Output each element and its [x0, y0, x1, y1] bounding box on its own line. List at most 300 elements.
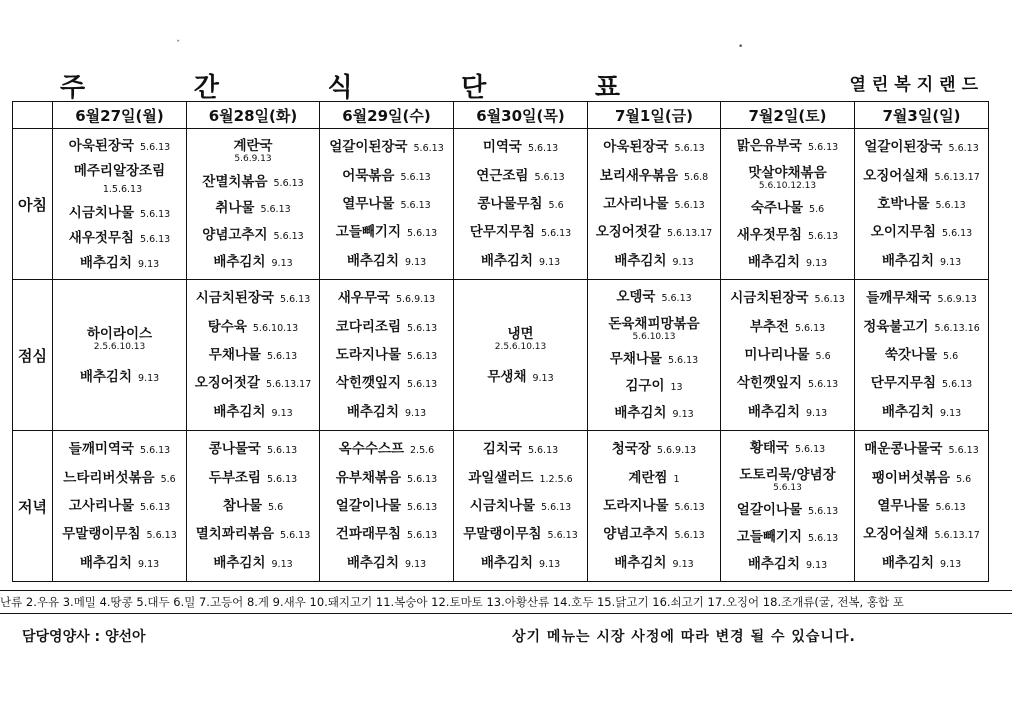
allergen-codes: 5.6: [943, 350, 959, 362]
menu-item: [592, 288, 716, 306]
menu-item: [57, 254, 182, 272]
allergen-codes: 9.13: [806, 257, 828, 269]
menu-item: [725, 466, 850, 493]
dish-name: 열무나물: [342, 195, 395, 212]
dish-name: 무채나물: [208, 346, 261, 363]
menu-cell: [855, 431, 989, 582]
allergen-codes: 5.6.13: [667, 355, 699, 367]
allergen-codes: 5.6.13: [808, 142, 839, 154]
menu-item: [458, 252, 583, 270]
allergen-codes: 5.6.13: [541, 501, 572, 513]
dish-name: 계란찜: [628, 469, 668, 486]
menu-cell: [721, 280, 855, 431]
dish-name: 배추김치: [747, 403, 800, 420]
allergen-codes: 2.5.6.10.13: [494, 341, 547, 352]
allergen-codes: 9.13: [672, 256, 694, 268]
dish-name: 배추김치: [747, 253, 800, 270]
allergen-codes: 1.2.5.6: [539, 473, 573, 485]
menu-cell: [588, 280, 721, 431]
dish-name: 무채나물: [609, 351, 662, 368]
menu-item: [725, 439, 850, 457]
dish-name: 오징어실채: [863, 526, 929, 543]
dish-name: 얼갈이나물: [736, 502, 802, 519]
dish-name: 삭힌깻잎지: [736, 375, 802, 392]
allergy-legend: 난류 2.우유 3.메밀 4.땅콩 5.대두 6.밀 7.고등어 8.게 9.새우 10.돼지고기 11.복숭아 12.토마토 13.아황산류 14.호두 15.닭고기 16.쇠고기 17.오징어 18.조개류(굴, 전복, 홍합 포: [0, 590, 1012, 614]
menu-item: [859, 469, 984, 487]
menu-item: [191, 137, 315, 164]
dish-name: 배추김치: [480, 252, 533, 269]
menu-item: [57, 440, 182, 458]
menu-item: [859, 497, 984, 515]
allergen-codes: 5.6.13: [674, 199, 705, 211]
dish-name: 단무지무침: [469, 224, 535, 241]
change-notice: 상기 메뉴는 시장 사정에 따라 변경 될 수 있습니다.: [512, 629, 856, 645]
dish-name: 연근조림: [476, 167, 529, 184]
menu-cell: [454, 129, 588, 280]
allergen-codes: 9.13: [532, 372, 554, 384]
allergen-codes: 5.6.13: [773, 482, 802, 493]
dish-name: 고들빼기지: [335, 224, 401, 241]
dish-name: 배추김치: [614, 404, 667, 421]
menu-item: [191, 469, 315, 487]
allergen-codes: 5.6.13: [948, 143, 979, 155]
menu-item: [458, 469, 583, 487]
dish-name: 취나물: [215, 200, 255, 217]
dish-name: 배추김치: [79, 368, 132, 385]
menu-item: [191, 253, 315, 271]
menu-item: [592, 350, 716, 368]
dish-name: 쑥갓나물: [884, 346, 938, 363]
allergen-codes: 5.6.13: [280, 294, 311, 306]
dish-name: 메주리알장조림: [73, 162, 166, 179]
menu-item: [191, 173, 315, 191]
menu-item: [725, 318, 850, 336]
dish-name: 멸치꽈리볶음: [195, 526, 275, 543]
dish-name: 맛살야채볶음: [748, 164, 827, 181]
menu-item: [592, 315, 716, 342]
menu-item: [592, 252, 716, 270]
menu-item: [458, 497, 583, 515]
menu-item: [592, 195, 716, 213]
menu-cell: [588, 431, 721, 582]
facility-name: 열린복지랜드: [849, 75, 984, 95]
allergen-codes: 5.6: [809, 204, 825, 216]
dish-name: 유부채볶음: [335, 469, 401, 486]
menu-item: [859, 195, 984, 213]
dish-name: 시금치나물: [469, 497, 535, 514]
dish-name: 잔멸치볶음: [202, 173, 268, 190]
menu-cell: [320, 431, 454, 582]
allergen-codes: 5.6.10.13: [632, 331, 676, 342]
dish-name: 배추김치: [346, 252, 399, 269]
allergen-codes: 5.6.13: [808, 231, 839, 243]
allergen-codes: 9.13: [539, 256, 561, 268]
menu-item: [725, 374, 850, 392]
allergen-codes: 5.6.13: [407, 530, 438, 542]
menu-item: [191, 199, 315, 217]
day-header: 6월28일(화): [187, 102, 320, 129]
allergen-codes: 9.13: [806, 407, 828, 419]
dish-name: 양념고추지: [603, 526, 669, 543]
allergen-codes: 5.6.13: [541, 228, 572, 240]
allergen-codes: 5.6.13: [534, 171, 565, 183]
dish-name: 하이라이스: [86, 325, 153, 342]
menu-item: [324, 289, 449, 307]
allergen-codes: 5.6.13: [140, 141, 171, 153]
dish-name: 냉면: [507, 325, 534, 342]
allergen-codes: 5.6.13: [413, 143, 444, 155]
menu-item: [592, 167, 716, 185]
menu-cell: [187, 129, 320, 280]
allergen-codes: 5.6.13.17: [934, 530, 980, 542]
allergen-codes: 5.6.13: [266, 473, 298, 485]
menu-cell: [855, 280, 989, 431]
menu-cell: [855, 129, 989, 280]
dish-name: 들깨무채국: [866, 290, 932, 307]
dish-name: 옥수수스프: [338, 441, 405, 458]
dish-name: 배추김치: [614, 252, 667, 269]
dish-name: 과일샐러드: [468, 469, 534, 486]
menu-item: [859, 374, 984, 392]
menu-item: [191, 440, 315, 458]
dish-name: 아욱된장국: [603, 139, 669, 156]
allergen-codes: 9.13: [405, 256, 427, 268]
dish-name: 호박나물: [877, 195, 930, 212]
dish-name: 느타리버섯볶음: [63, 469, 155, 486]
dish-name: 청국장: [611, 441, 651, 458]
menu-cell: [588, 129, 721, 280]
menu-item: [859, 525, 984, 543]
allergen-codes: 5.6.13: [407, 379, 438, 391]
menu-item: [191, 346, 315, 364]
menu-cell: [320, 129, 454, 280]
allergen-codes: 5.6.13: [808, 506, 839, 518]
allergen-codes: 5.6.13: [547, 530, 578, 542]
allergen-codes: 5.6.13: [260, 204, 291, 216]
menu-item: [324, 469, 449, 487]
menu-item: [324, 346, 449, 364]
menu-item: [324, 440, 449, 458]
dish-name: 오징어실채: [863, 167, 929, 184]
allergen-codes: 9.13: [940, 256, 962, 268]
title-char: 단: [461, 72, 487, 103]
allergen-codes: 5.6: [815, 350, 831, 362]
menu-item: [191, 497, 315, 515]
dish-name: 배추김치: [480, 554, 533, 571]
menu-item: [725, 226, 850, 244]
menu-item: [458, 325, 583, 352]
allergen-codes: 5.6.13: [407, 228, 438, 240]
menu-item: [725, 137, 850, 155]
menu-item: [592, 404, 716, 422]
allergen-codes: 9.13: [539, 558, 561, 570]
dish-name: 들깨미역국: [68, 441, 134, 458]
dietitian-name: 담당영양사 : 양선아: [22, 629, 146, 645]
menu-cell: [721, 129, 855, 280]
menu-item: [458, 167, 583, 185]
dish-name: 건파래무침: [335, 526, 401, 543]
dish-name: 무생채: [487, 368, 527, 385]
menu-item: [859, 252, 984, 270]
menu-item: [725, 346, 850, 364]
allergen-codes: 5.6.13: [400, 199, 431, 211]
allergen-codes: 5.6.9.13: [937, 294, 977, 306]
dish-name: 아욱된장국: [68, 137, 134, 154]
day-header: 6월29일(수): [320, 102, 454, 129]
menu-item: [725, 555, 850, 573]
allergen-codes: 5.6.13: [935, 501, 966, 513]
menu-item: [57, 204, 182, 222]
menu-item: [859, 403, 984, 421]
menu-cell: [53, 129, 187, 280]
allergen-codes: 5.6.13: [794, 444, 826, 456]
menu-item: [458, 525, 583, 543]
menu-item: [859, 440, 984, 458]
dish-name: 배추김치: [213, 253, 266, 270]
meal-slot-label: 점심: [13, 280, 53, 431]
allergen-codes: 5.6.9.13: [395, 294, 436, 306]
menu-item: [191, 318, 315, 336]
menu-item: [859, 346, 984, 364]
dish-name: 팽이버섯볶음: [871, 469, 951, 486]
menu-item: [458, 368, 583, 386]
menu-item: [725, 501, 850, 519]
allergen-codes: 5.6.13: [140, 233, 171, 245]
dish-name: 얼갈이된장국: [864, 139, 943, 156]
allergen-codes: 5.6: [956, 473, 972, 485]
menu-item: [324, 252, 449, 270]
menu-cell: [187, 431, 320, 582]
allergen-codes: 1: [673, 473, 680, 485]
menu-item: [859, 318, 984, 336]
menu-item: [324, 318, 449, 336]
allergen-codes: 5.6.13: [942, 228, 973, 240]
menu-item: [859, 289, 984, 307]
dish-name: 미나리나물: [744, 346, 810, 363]
allergen-codes: 9.13: [405, 558, 427, 570]
menu-item: [458, 223, 583, 241]
menu-item: [592, 440, 716, 458]
dish-name: 숙주나물: [750, 200, 804, 217]
page-title: [60, 68, 620, 102]
menu-item: [57, 554, 182, 572]
dish-name: 콩나물무침: [477, 195, 543, 212]
allergen-codes: 5.6.13: [674, 143, 705, 155]
allergen-codes: 5.6.8: [684, 171, 709, 183]
allergen-codes: 5.6.13: [935, 199, 966, 211]
allergen-codes: 5.6.13: [273, 231, 304, 243]
menu-item: [859, 167, 984, 185]
dish-name: 새우젓무침: [68, 229, 134, 246]
meal-row: [13, 431, 989, 582]
menu-item: [191, 554, 315, 572]
dish-name: 얼갈이나물: [335, 497, 401, 514]
dish-name: 시금치된장국: [195, 290, 275, 307]
menu-item: [592, 377, 716, 395]
dish-name: 무말랭이무침: [62, 526, 141, 543]
menu-item: [324, 554, 449, 572]
allergen-codes: 9.13: [138, 372, 160, 384]
meal-row: [13, 129, 989, 280]
dish-name: 고들빼기지: [736, 529, 802, 546]
day-header: 7월3일(일): [855, 102, 989, 129]
menu-item: [191, 403, 315, 421]
dish-name: 김치국: [482, 441, 522, 458]
menu-item: [324, 525, 449, 543]
menu-item: [191, 226, 315, 244]
menu-item: [592, 138, 716, 156]
menu-item: [859, 554, 984, 572]
title-char: 간: [193, 72, 219, 103]
allergen-codes: 5.6.13: [400, 171, 431, 183]
dish-name: 배추김치: [213, 403, 266, 420]
menu-item: [57, 137, 182, 155]
menu-item: [458, 440, 583, 458]
allergen-codes: 9.13: [940, 407, 962, 419]
day-header: 6월30일(목): [454, 102, 588, 129]
menu-item: [592, 469, 716, 487]
allergen-codes: 1.5.6.13: [102, 183, 143, 195]
menu-item: [324, 195, 449, 213]
dish-name: 배추김치: [747, 555, 800, 572]
allergen-codes: 5.6.13.16: [934, 322, 980, 334]
meal-row: [13, 280, 989, 431]
day-header: 7월2일(토): [721, 102, 855, 129]
dish-name: 미역국: [482, 139, 522, 156]
dish-name: 열무나물: [877, 497, 930, 514]
allergen-codes: 9.13: [672, 408, 694, 420]
dish-name: 시금치된장국: [730, 290, 809, 307]
dish-name: 양념고추지: [202, 227, 268, 244]
allergen-codes: 5.6.13: [674, 501, 705, 513]
menu-cell: [454, 280, 588, 431]
allergen-codes: 5.6.13: [407, 473, 438, 485]
dish-name: 코다리조림: [335, 318, 401, 335]
menu-item: [592, 525, 716, 543]
dish-name: 고사리나물: [603, 195, 669, 212]
allergen-codes: 5.6.13: [527, 445, 559, 457]
meal-slot-label: 저녁: [13, 431, 53, 582]
dish-name: 무말랭이무침: [463, 526, 542, 543]
dish-name: 부추전: [749, 318, 789, 335]
dish-name: 배추김치: [346, 403, 399, 420]
menu-item: [324, 403, 449, 421]
dish-name: 탕수육: [207, 318, 247, 335]
menu-item: [725, 164, 850, 191]
dish-name: 김구이: [625, 378, 665, 395]
menu-cell: [53, 280, 187, 431]
allergen-codes: 5.6.13: [814, 294, 845, 306]
menu-item: [725, 253, 850, 271]
dish-name: 배추김치: [346, 554, 399, 571]
dish-name: 오징어젓갈: [595, 224, 661, 241]
allergen-codes: 5.6.13: [140, 445, 171, 457]
menu-item: [57, 469, 182, 487]
dish-name: 도라지나물: [603, 497, 669, 514]
allergen-codes: 5.6.13: [146, 530, 177, 542]
allergen-codes: 5.6.9.13: [234, 154, 272, 165]
allergen-codes: 5.6.13: [140, 208, 171, 220]
menu-item: [57, 325, 182, 352]
allergen-codes: 5.6.13.17: [934, 171, 980, 183]
menu-item: [859, 138, 984, 156]
allergen-codes: 9.13: [271, 558, 293, 570]
allergen-codes: 5.6.13: [808, 379, 839, 391]
scan-speck: ˇ: [176, 40, 181, 50]
allergen-codes: 9.13: [940, 558, 962, 570]
dish-name: 배추김치: [881, 403, 934, 420]
dish-name: 배추김치: [213, 554, 266, 571]
day-header: 6월27일(월): [53, 102, 187, 129]
dish-name: 배추김치: [614, 554, 667, 571]
title-char: 식: [327, 72, 353, 103]
allergen-codes: 9.13: [271, 257, 293, 269]
dish-name: 오징어젓갈: [194, 375, 260, 392]
allergen-codes: 2.5.6: [410, 445, 435, 457]
menu-item: [191, 374, 315, 392]
allergen-codes: 5.6.13.17: [265, 379, 312, 391]
allergen-codes: 5.6.13: [273, 177, 304, 189]
dish-name: 오뎅국: [616, 289, 656, 306]
allergen-codes: 9.13: [138, 258, 160, 270]
menu-item: [57, 162, 182, 197]
allergen-codes: 5.6.13: [808, 533, 839, 545]
allergen-codes: 5.6.13: [266, 350, 298, 362]
menu-item: [458, 195, 583, 213]
menu-item: [57, 497, 182, 515]
allergen-codes: 9.13: [672, 558, 694, 570]
dish-name: 보리새우볶음: [599, 167, 679, 184]
menu-cell: [53, 431, 187, 582]
menu-cell: [187, 280, 320, 431]
allergen-codes: 9.13: [271, 407, 293, 419]
meal-slot-label: 아침: [13, 129, 53, 280]
menu-item: [859, 223, 984, 241]
menu-item: [592, 497, 716, 515]
title-char: 표: [594, 72, 620, 103]
allergen-codes: 5.6.13: [407, 501, 438, 513]
dish-name: 시금치나물: [68, 204, 134, 221]
day-header: 7월1일(금): [588, 102, 721, 129]
allergen-codes: 5.6.13: [407, 350, 438, 362]
menu-cell: [721, 431, 855, 582]
dish-name: 삭힌깻잎지: [335, 375, 401, 392]
allergen-codes: 5.6.13: [942, 379, 973, 391]
dish-name: 정육불고기: [863, 318, 929, 335]
allergen-codes: 2.5.6.10.13: [93, 341, 146, 352]
menu-item: [324, 497, 449, 515]
dish-name: 새우젓무침: [736, 227, 802, 244]
scan-speck: •: [738, 42, 744, 52]
allergen-codes: 9.13: [405, 407, 427, 419]
dish-name: 배추김치: [881, 252, 934, 269]
menu-item: [324, 374, 449, 392]
corner-cell: [13, 102, 53, 129]
allergen-codes: 5.6.9.13: [656, 445, 697, 457]
menu-item: [57, 229, 182, 247]
dish-name: 새우무국: [337, 290, 390, 307]
weekly-menu-table: [12, 101, 989, 582]
dish-name: 맑은유부국: [736, 138, 802, 155]
allergen-codes: 5.6.13: [794, 322, 826, 334]
menu-item: [592, 223, 716, 241]
allergen-codes: 5.6: [160, 473, 176, 485]
dish-name: 두부조림: [208, 469, 261, 486]
dish-name: 매운콩나물국: [864, 441, 943, 458]
allergen-codes: 9.13: [806, 559, 828, 571]
dish-name: 황태국: [749, 440, 789, 457]
allergen-codes: 5.6.13: [527, 143, 559, 155]
